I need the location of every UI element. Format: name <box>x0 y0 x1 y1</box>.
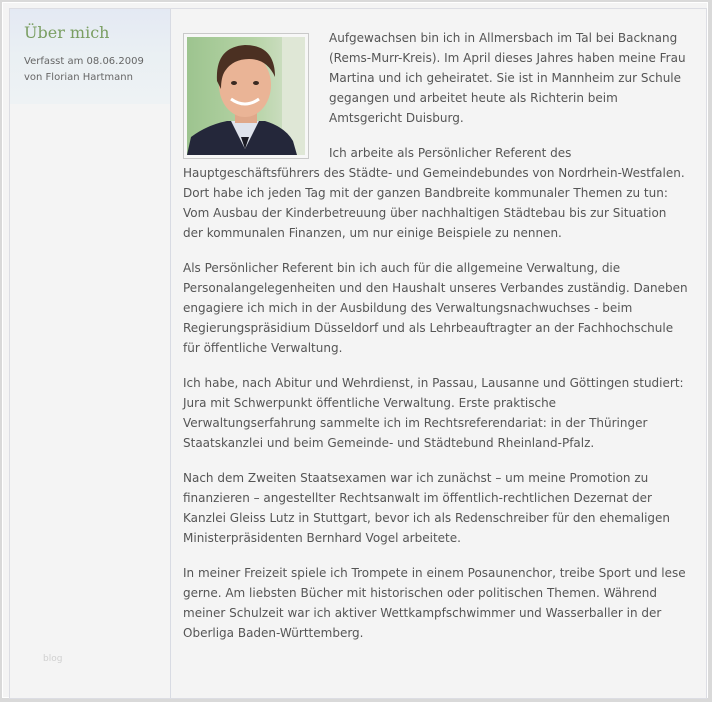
author-photo <box>183 33 309 159</box>
paragraph-5: Nach dem Zweiten Staatsexamen war ich zunächst – um meine Promotion zu finanzieren – angestellter Rechtsanwalt im öffentlich-rechtlichen Dezernat der Kanzlei Gleiss Lutz in Stuttgart, bevor ich als Redenschreiber für den ehemaligen Ministerpräsidenten Bernhard Vogel arbeitete. <box>183 471 671 545</box>
sidebar <box>10 9 171 698</box>
blog-link[interactable]: blog <box>43 654 63 664</box>
portrait-icon <box>187 37 305 155</box>
paragraph-1: Aufgewachsen bin ich in Allmersbach im Tal bei Backnang (Rems-Murr-Kreis). Im April dieses Jahres haben meine Frau Martina und ich geheiratet. Sie ist in Mannheim zur Schule gegangen und arbeitet heute als Richterin beim Amtsgericht Duisburg. <box>329 31 686 125</box>
article-body <box>183 28 688 658</box>
post-date: Verfasst am 08.06.2009 <box>24 56 144 67</box>
sidebar-header <box>10 9 170 104</box>
portrait-image <box>187 37 305 155</box>
paragraph-3: Als Persönlicher Referent bin ich auch für die allgemeine Verwaltung, die Personalangelegenheiten und den Haushalt unseres Verbandes zuständig. Daneben engagiere ich mich in der Ausbildung des Verwaltungsnachwuchses - beim Regierungspräsidium Düsseldorf und als Lehrbeauftragter an der Fachhochschule für öffentliche Verwaltung. <box>183 261 688 355</box>
post-author: von Florian Hartmann <box>24 72 133 83</box>
page-title: Über mich <box>24 23 110 42</box>
paragraph-4: Ich habe, nach Abitur und Wehrdienst, in Passau, Lausanne und Göttingen studiert: Jura mit Schwerpunkt öffentliche Verwaltung. Erste praktische Verwaltungserfahrung sammelte ich im Rechtsreferendariat: in der Thüringer Staatskanzlei und beim Gemeinde- und Städtebund Rheinland-Pfalz. <box>183 376 684 450</box>
page-frame <box>2 2 708 698</box>
paragraph-6: In meiner Freizeit spiele ich Trompete in einem Posaunenchor, treibe Sport und lese gerne. Am liebsten Bücher mit historischen oder politischen Themen. Während meiner Schulzeit war ich aktiver Wettkampfschwimmer und Wasserballer in der Oberliga Baden-Württemberg. <box>183 566 686 640</box>
paragraph-2: Ich arbeite als Persönlicher Referent des Hauptgeschäftsführers des Städte- und Gemeindebundes von Nordrhein-Westfalen. Dort habe ich jeden Tag mit der ganzen Bandbreite kommunaler Themen zu tun: Vom Ausbau der Kinderbetreuung über nachhaltigen Städtebau bis zur Situation der kommunalen Finanzen, um nur einige Beispiele zu nennen. <box>183 146 685 240</box>
